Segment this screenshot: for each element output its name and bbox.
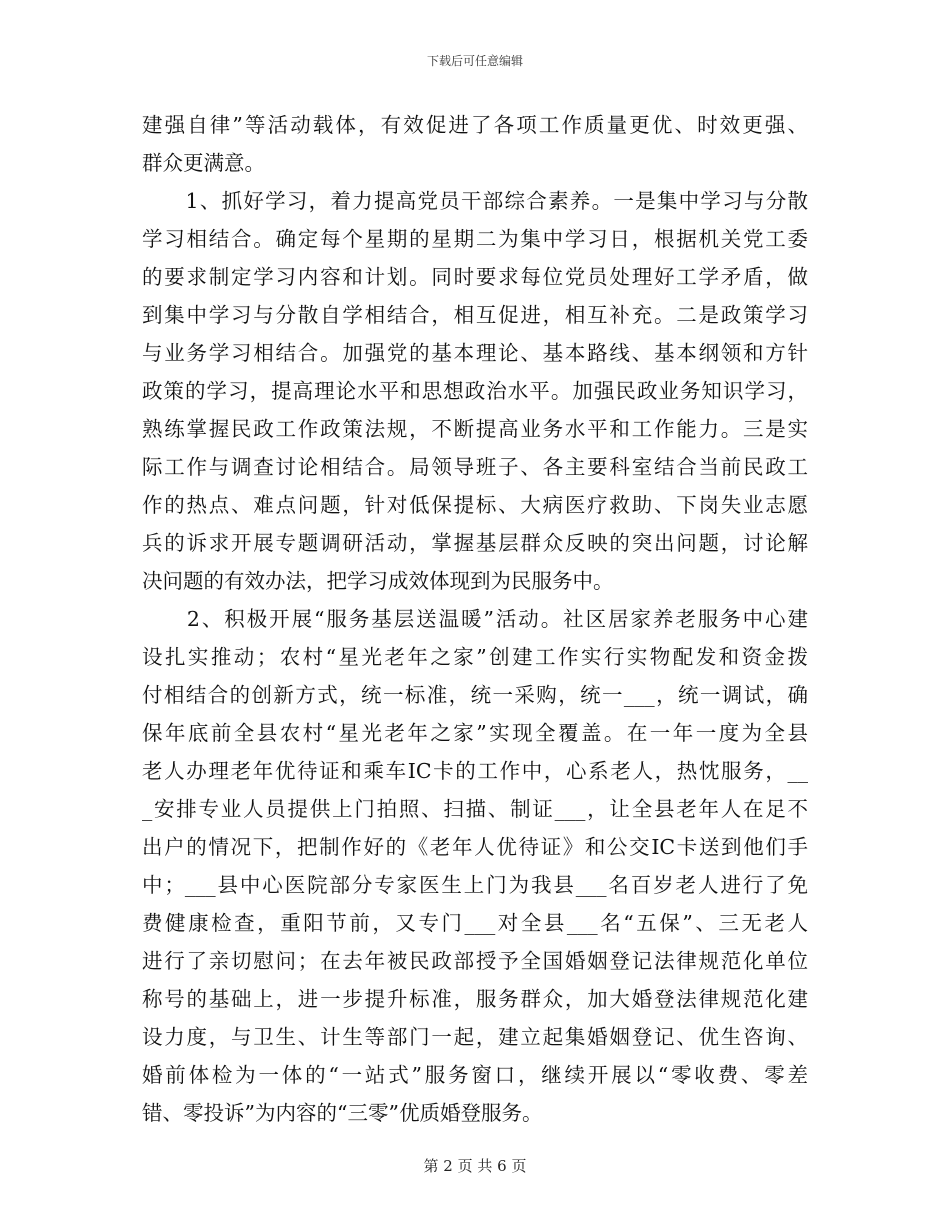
body-line: 中；___县中心医院部分专家医生上门为我县___名百岁老人进行了免 [142,873,808,897]
body-line: 老人办理老年优待证和乘车IC卡的工作中，心系老人，热忱服务，__ [142,759,808,783]
page-header: 下载后可任意编辑 [426,54,523,68]
body-line: 1、抓好学习，着力提高党员干部综合素养。一是集中学习与分散 [142,189,808,213]
body-line: 到集中学习与分散自学相结合，相互促进，相互补充。二是政策学习 [142,303,808,327]
body-line: 政策的学习，提高理论水平和思想政治水平。加强民政业务知识学习， [142,379,808,403]
body-line: 错、零投诉”为内容的“三零”优质婚登服务。 [142,1101,543,1125]
body-line: 设力度，与卫生、计生等部门一起，建立起集婚姻登记、优生咨询、 [142,1025,808,1049]
body-line: 的要求制定学习内容和计划。同时要求每位党员处理好工学矛盾，做 [142,265,808,289]
body-line: _安排专业人员提供上门拍照、扫描、制证___，让全县老年人在足不 [142,797,808,821]
body-line: 兵的诉求开展专题调研活动，掌握基层群众反映的突出问题，讨论解 [142,531,808,555]
body-line: 保年底前全县农村“星光老年之家”实现全覆盖。在一年一度为全县 [142,721,808,745]
body-line: 费健康检查，重阳节前，又专门___对全县___名“五保”、三无老人 [142,911,808,935]
body-line: 作的热点、难点问题，针对低保提标、大病医疗救助、下岗失业志愿 [142,493,808,517]
body-line: 付相结合的创新方式，统一标准，统一采购，统一___，统一调试，确 [142,683,808,707]
body-line: 与业务学习相结合。加强党的基本理论、基本路线、基本纲领和方针 [142,341,808,365]
body-line: 出户的情况下，把制作好的《老年人优待证》和公交IC卡送到他们手 [142,835,808,859]
body-line: 学习相结合。确定每个星期的星期二为集中学习日，根据机关党工委 [142,227,808,251]
body-line: 称号的基础上，进一步提升标准，服务群众，加大婚登法律规范化建 [142,987,808,1011]
body-line: 建强自律”等活动载体，有效促进了各项工作质量更优、时效更强、 [142,113,808,137]
body-line: 婚前体检为一体的“一站式”服务窗口，继续开展以“零收费、零差 [142,1063,808,1087]
body-line: 进行了亲切慰问；在去年被民政部授予全国婚姻登记法律规范化单位 [142,949,808,973]
body-line: 群众更满意。 [142,151,265,175]
body-line: 际工作与调查讨论相结合。局领导班子、各主要科室结合当前民政工 [142,455,808,479]
body-line: 设扎实推动；农村“星光老年之家”创建工作实行实物配发和资金拨 [142,645,808,669]
body-line: 2、积极开展“服务基层送温暖”活动。社区居家养老服务中心建 [142,607,808,631]
body-line: 决问题的有效办法，把学习成效体现到为民服务中。 [142,569,614,593]
body-line: 熟练掌握民政工作政策法规，不断提高业务水平和工作能力。三是实 [142,417,808,441]
page-number: 第 2 页 共 6 页 [423,1157,527,1175]
